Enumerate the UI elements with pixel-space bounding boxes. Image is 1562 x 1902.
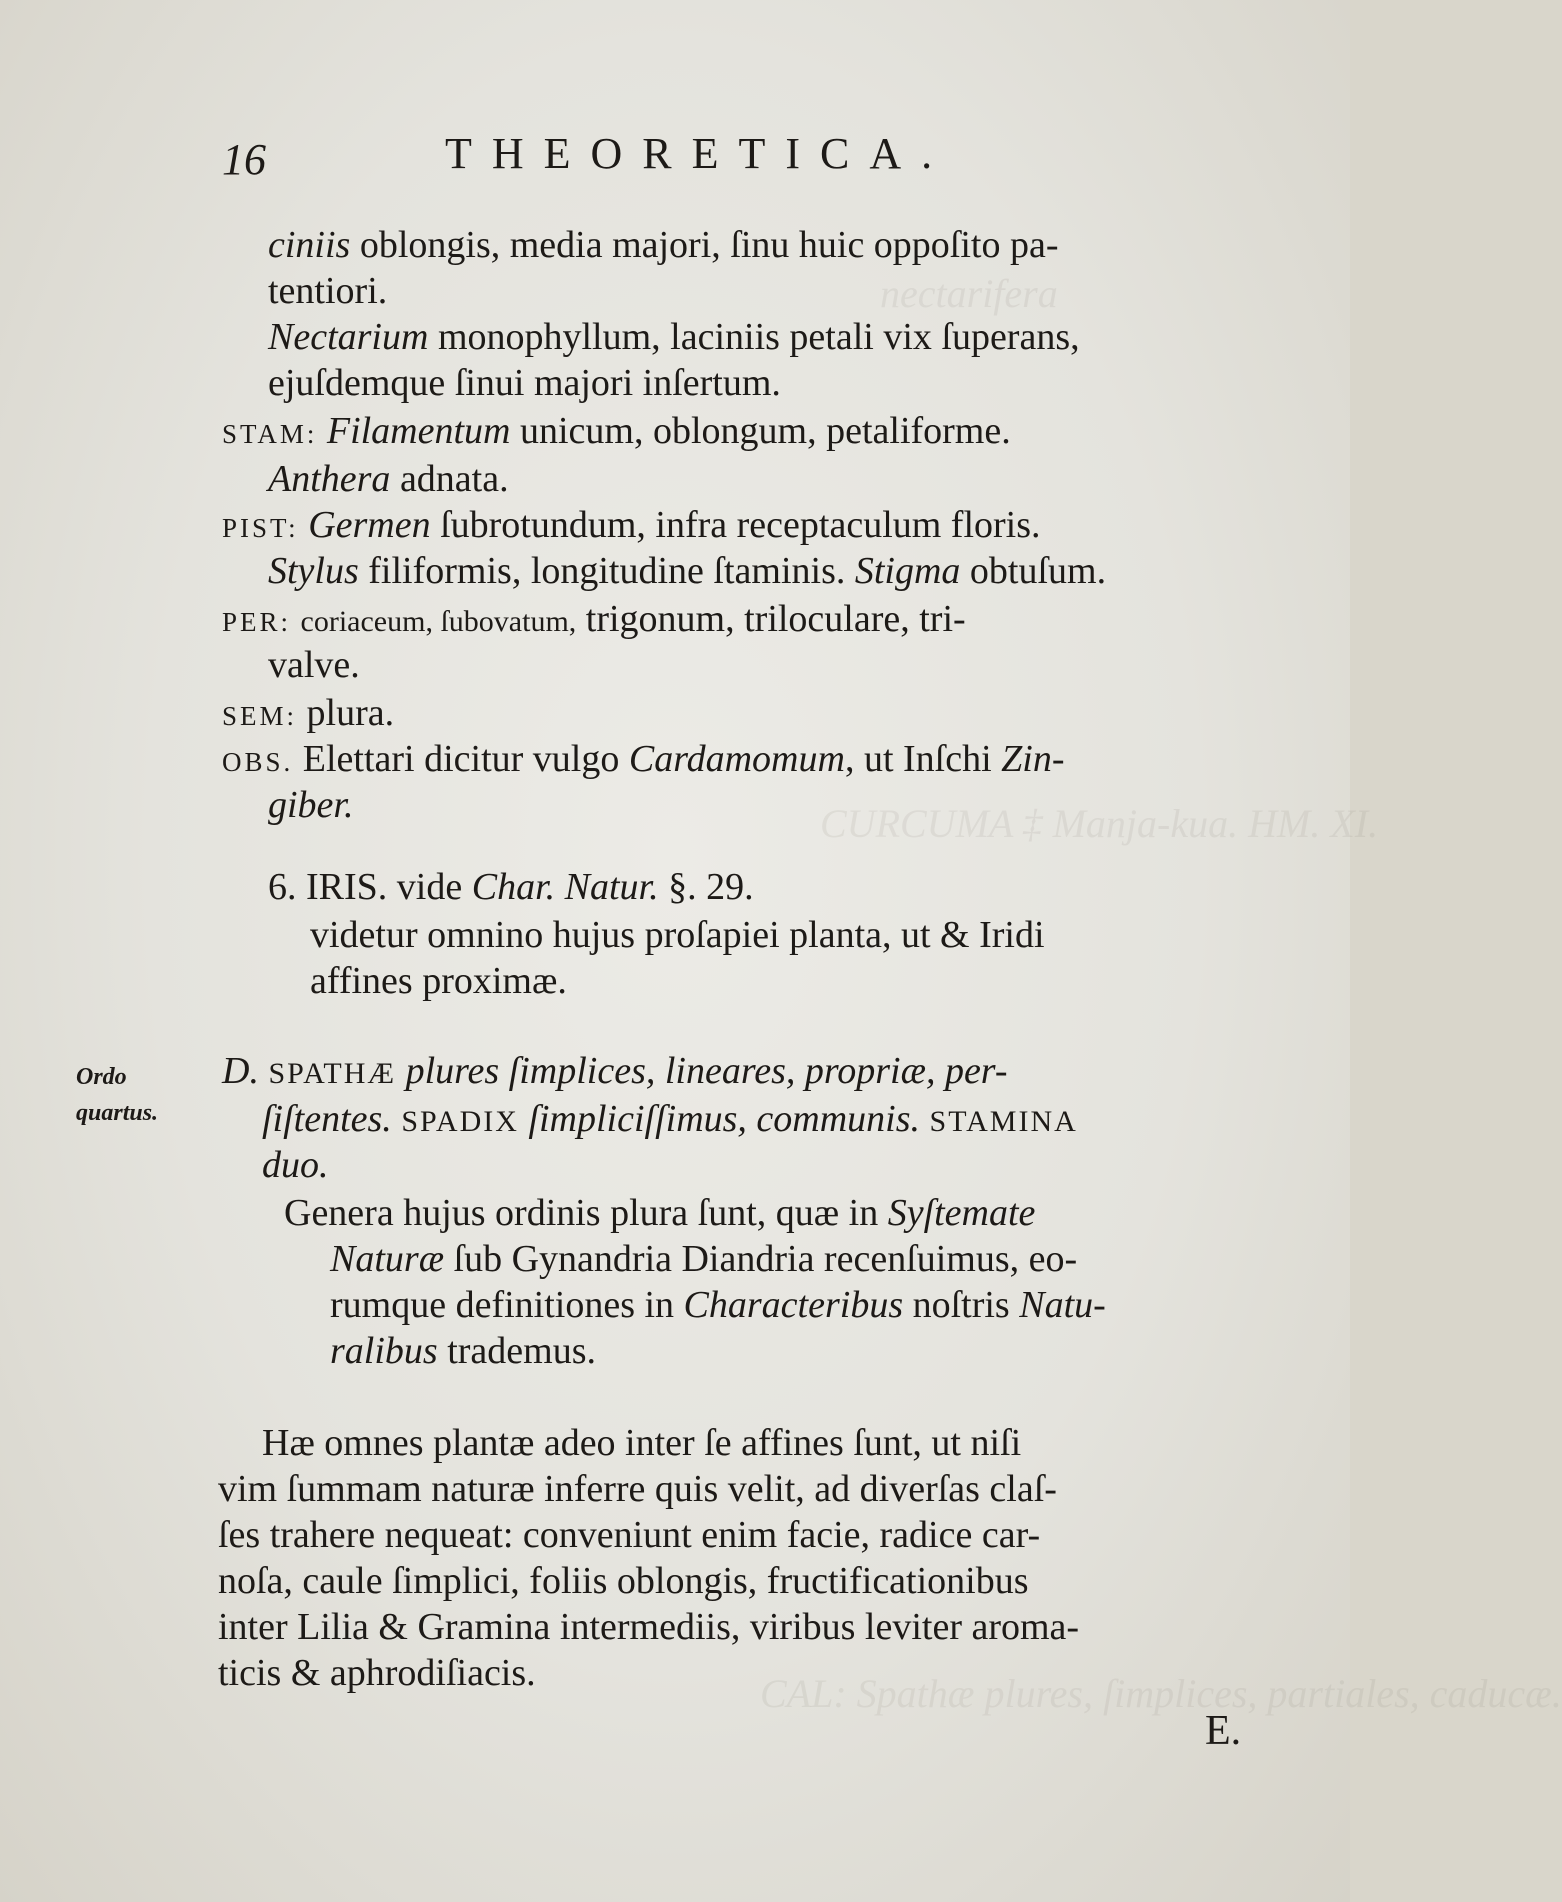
- text-line: ralibus trademus.: [330, 1330, 596, 1372]
- margin-note-ordo: Ordo: [76, 1064, 127, 1090]
- text-line: videtur omnino hujus proſapiei planta, ut & Iridi: [310, 914, 1045, 956]
- text-line: Naturæ ſub Gynandria Diandria recenſuimus, eo-: [330, 1238, 1078, 1280]
- text-line: Anthera adnata.: [268, 458, 509, 500]
- ordo-heading: D. SPATHÆ plures ſimplices, lineares, propriæ, per-: [222, 1050, 1008, 1092]
- text-line: affines proximæ.: [310, 960, 567, 1002]
- text-line: Nectarium monophyllum, laciniis petali vix ſuperans,: [268, 316, 1080, 358]
- stamina-entry: STAM: Filamentum unicum, oblongum, petaliforme.: [222, 410, 1011, 452]
- pistillum-entry: PIST: Germen ſubrotundum, infra receptaculum floris.: [222, 504, 1041, 546]
- show-through: nectarifera: [880, 271, 1058, 316]
- text-line: vim ſummam naturæ inferre quis velit, ad diverſas claſ-: [218, 1468, 1057, 1510]
- text-line: valve.: [268, 644, 360, 686]
- observatio-entry: OBS. Elettari dicitur vulgo Cardamomum, ut Inſchi Zin-: [222, 738, 1065, 780]
- text-line: rumque definitiones in Characteribus noſtris Natu-: [330, 1284, 1106, 1326]
- text-line: ejuſdemque ſinui majori inſertum.: [268, 362, 781, 404]
- text-line: Genera hujus ordinis plura ſunt, quæ in Syſtemate: [284, 1192, 1036, 1234]
- semina-entry: SEM: plura.: [222, 692, 395, 734]
- page-number: 16: [222, 135, 266, 184]
- text-line: giber.: [268, 784, 354, 826]
- running-title: THEORETICA.: [445, 129, 953, 178]
- text-line: ſes trahere nequeat: conveniunt enim facie, radice car-: [218, 1514, 1041, 1556]
- text-line: ſiſtentes. SPADIX ſimpliciſſimus, communis. STAMINA: [262, 1098, 1078, 1140]
- show-through: CAL: Spathæ plures, ſimplices, partiales, caducæ.: [760, 1671, 1562, 1716]
- closing-paragraph: Hæ omnes plantæ adeo inter ſe affines ſunt, ut niſi: [262, 1422, 1022, 1464]
- text-line: noſa, caule ſimplici, foliis oblongis, fructificationibus: [218, 1560, 1029, 1602]
- text-line: ticis & aphrodiſiacis.: [218, 1652, 536, 1694]
- text-line: inter Lilia & Gramina intermediis, viribus leviter aroma-: [218, 1606, 1080, 1648]
- text-line: ciniis oblongis, media majori, ſinu huic oppoſito pa-: [268, 224, 1059, 266]
- text-line: duo.: [262, 1144, 329, 1186]
- text-line: Stylus filiformis, longitudine ſtaminis. Stigma obtuſum.: [268, 550, 1107, 592]
- catchword: E.: [1205, 1708, 1242, 1754]
- iris-entry: 6. IRIS. vide Char. Natur. §. 29.: [268, 866, 754, 908]
- pericarpium-entry: PER: coriaceum, ſubovatum, trigonum, triloculare, tri-: [222, 598, 966, 640]
- margin-note-quartus: quartus.: [76, 1100, 159, 1126]
- text-line: tentiori.: [268, 270, 388, 312]
- show-through: CURCUMA ‡ Manja-kua. HM. XI.: [820, 801, 1379, 846]
